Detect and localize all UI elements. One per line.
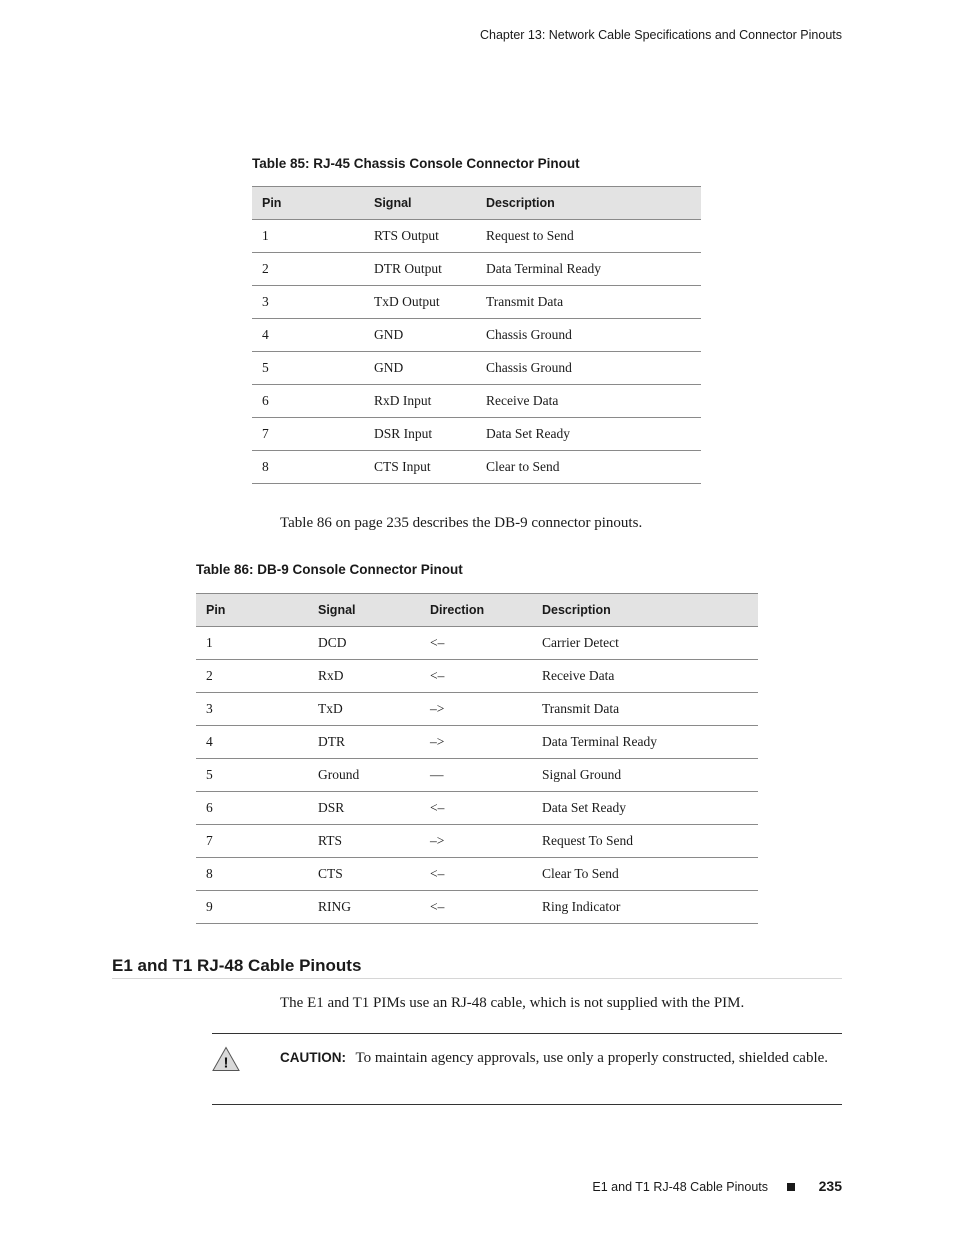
description-cell: Data Set Ready	[532, 792, 758, 825]
caution-message: To maintain agency approvals, use only a properly constructed, shielded cable.	[355, 1050, 829, 1066]
table-row	[196, 825, 758, 858]
page-number: 235	[818, 1178, 842, 1194]
table-header-row	[252, 187, 701, 220]
direction-cell: <–	[420, 858, 532, 891]
direction-cell: –>	[420, 825, 532, 858]
signal-cell: RING	[308, 891, 420, 924]
pin-cell: 3	[252, 286, 364, 319]
pin-cell: 7	[252, 418, 364, 451]
warning-triangle-icon	[212, 1046, 240, 1072]
signal-cell: DSR Input	[364, 418, 476, 451]
signal-cell: Ground	[308, 759, 420, 792]
description-cell: Signal Ground	[532, 759, 758, 792]
pin-cell: 6	[196, 792, 308, 825]
table-row	[252, 220, 701, 253]
description-cell: Data Terminal Ready	[532, 726, 758, 759]
table-row	[196, 627, 758, 660]
table-row	[252, 286, 701, 319]
pin-cell: 5	[196, 759, 308, 792]
pin-cell: 5	[252, 352, 364, 385]
direction-cell: <–	[420, 891, 532, 924]
description-cell: Chassis Ground	[476, 352, 701, 385]
description-cell: Chassis Ground	[476, 319, 701, 352]
signal-cell: CTS	[308, 858, 420, 891]
table-row	[196, 726, 758, 759]
footer-separator	[787, 1183, 795, 1191]
heading-divider	[112, 978, 842, 979]
description-cell: Receive Data	[476, 385, 701, 418]
pin-cell: 6	[252, 385, 364, 418]
description-cell: Clear To Send	[532, 858, 758, 891]
table-row	[196, 660, 758, 693]
pin-cell: 2	[196, 660, 308, 693]
signal-cell: TxD Output	[364, 286, 476, 319]
direction-cell: <–	[420, 627, 532, 660]
description-cell: Data Set Ready	[476, 418, 701, 451]
table-row	[252, 253, 701, 286]
pin-cell: 4	[196, 726, 308, 759]
column-header: Pin	[196, 594, 308, 627]
signal-cell: GND	[364, 352, 476, 385]
caution-text	[280, 1048, 846, 1068]
signal-cell: RTS	[308, 825, 420, 858]
running-header: Chapter 13: Network Cable Specifications and Connector Pinouts	[479, 28, 842, 42]
table-86-intro-text: Table 86 on page 235 describes the DB-9 connector pinouts.	[280, 515, 643, 531]
table-row	[252, 418, 701, 451]
section-body-text: The E1 and T1 PIMs use an RJ-48 cable, which is not supplied with the PIM.	[280, 995, 745, 1011]
pin-cell: 1	[252, 220, 364, 253]
description-cell: Transmit Data	[532, 693, 758, 726]
table-row	[196, 759, 758, 792]
description-cell: Request to Send	[476, 220, 701, 253]
signal-cell: RxD	[308, 660, 420, 693]
signal-cell: DSR	[308, 792, 420, 825]
pin-cell: 3	[196, 693, 308, 726]
column-header: Signal	[364, 187, 476, 220]
section-heading: E1 and T1 RJ-48 Cable Pinouts	[112, 956, 362, 975]
description-cell: Request To Send	[532, 825, 758, 858]
table-85-caption: Table 85: RJ-45 Chassis Console Connector Pinout	[252, 156, 580, 171]
description-cell: Ring Indicator	[532, 891, 758, 924]
column-header: Signal	[308, 594, 420, 627]
direction-cell: –>	[420, 693, 532, 726]
column-header: Description	[476, 187, 701, 220]
caution-notice	[212, 1033, 842, 1105]
table-row	[252, 352, 701, 385]
signal-cell: TxD	[308, 693, 420, 726]
rj45-pinout-table	[252, 186, 701, 484]
signal-cell: RxD Input	[364, 385, 476, 418]
description-cell: Carrier Detect	[532, 627, 758, 660]
column-header: Direction	[420, 594, 532, 627]
signal-cell: GND	[364, 319, 476, 352]
caution-label: CAUTION:	[280, 1050, 346, 1065]
table-row	[196, 891, 758, 924]
direction-cell: <–	[420, 792, 532, 825]
column-header: Pin	[252, 187, 364, 220]
table-row	[196, 693, 758, 726]
table-86-caption: Table 86: DB-9 Console Connector Pinout	[196, 562, 463, 577]
table-header-row	[196, 594, 758, 627]
description-cell: Receive Data	[532, 660, 758, 693]
table-row	[252, 385, 701, 418]
description-cell: Transmit Data	[476, 286, 701, 319]
table-row	[196, 792, 758, 825]
pin-cell: 2	[252, 253, 364, 286]
db9-pinout-table	[196, 593, 758, 924]
table-row	[196, 858, 758, 891]
footer-section-title: E1 and T1 RJ-48 Cable Pinouts	[592, 1180, 768, 1194]
direction-cell: —	[420, 759, 532, 792]
svg-text:!: !	[223, 1054, 229, 1072]
pin-cell: 7	[196, 825, 308, 858]
direction-cell: <–	[420, 660, 532, 693]
signal-cell: DTR Output	[364, 253, 476, 286]
table-row	[252, 319, 701, 352]
pin-cell: 9	[196, 891, 308, 924]
signal-cell: DTR	[308, 726, 420, 759]
column-header: Description	[532, 594, 758, 627]
signal-cell: CTS Input	[364, 451, 476, 484]
signal-cell: RTS Output	[364, 220, 476, 253]
table-row	[252, 451, 701, 484]
signal-cell: DCD	[308, 627, 420, 660]
pin-cell: 1	[196, 627, 308, 660]
description-cell: Clear to Send	[476, 451, 701, 484]
pin-cell: 8	[252, 451, 364, 484]
description-cell: Data Terminal Ready	[476, 253, 701, 286]
pin-cell: 8	[196, 858, 308, 891]
direction-cell: –>	[420, 726, 532, 759]
pin-cell: 4	[252, 319, 364, 352]
